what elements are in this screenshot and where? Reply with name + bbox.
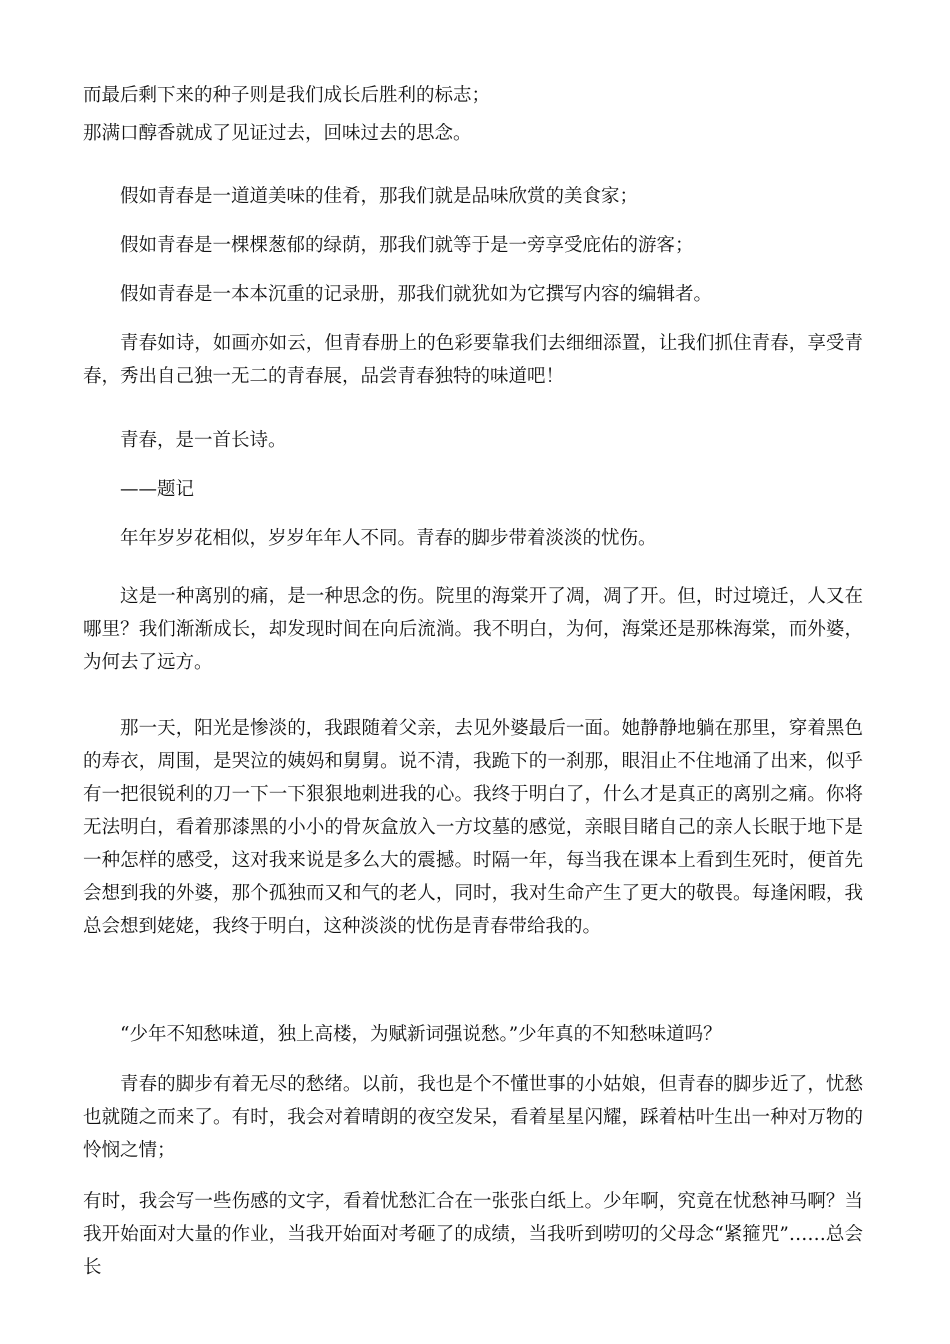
paragraph-years-flowers: 年年岁岁花相似，岁岁年年人不同。青春的脚步带着淡淡的忧伤。 xyxy=(120,528,657,549)
paragraph-youth-record: 假如青春是一本本沉重的记录册，那我们就犹如为它撰写内容的编辑者。 xyxy=(120,284,713,305)
paragraph-grandmother: 那一天，阳光是惨淡的，我跟随着父亲，去见外婆最后一面。她静静地躺在那里，穿着黑色的寿衣，周围，是哭泣的姨妈和舅舅。说不清，我跪下的一刹那，眼泪止不住地涌了出来，似乎有一把很锐利的刀一下一下狠狠地刺进我的心。我终于明白了，什么才是真正的离别之痛。你将无法明白，看着那漆黑的小小的骨灰盒放入一方坟墓的感觉，亲眼目睹自己的亲人长眠于地下是一种怎样的感受，这对我来说是多么大的震撼。时隔一年，每当我在课本上看到生死时，便首先会想到我的外婆，那个孤独而又和气的老人，同时，我对生命产生了更大的敬畏。每逢闲暇，我总会想到姥姥，我终于明白，这种淡淡的忧伤是青春带给我的。 xyxy=(83,718,863,937)
paragraph-parting-pain: 这是一种离别的痛，是一种思念的伤。院里的海棠开了凋，凋了开。但，时过境迁，人又在哪里？我们渐渐成长，却发现时间在向后流淌。我不明白，为何，海棠还是那株海棠，而外婆，为何去了远方。 xyxy=(83,586,863,673)
paragraph-youth-shade: 假如青春是一棵棵葱郁的绿荫，那我们就等于是一旁享受庇佑的游客； xyxy=(120,235,694,256)
paragraph-endless-worries: 青春的脚步有着无尽的愁绪。以前，我也是个不懂世事的小姑娘，但青春的脚步近了，忧愁也就随之而来了。有时，我会对着晴朗的夜空发呆，看着星星闪耀，踩着枯叶生出一种对万物的怜悯之情； xyxy=(83,1074,863,1161)
paragraph-youth-poem: 青春如诗，如画亦如云，但青春册上的色彩要靠我们去细细添置，让我们抓住青春，享受青春，秀出自己独一无二的青春展，品尝青春独特的味道吧！ xyxy=(83,333,863,387)
paragraph-youth-dish: 假如青春是一道道美味的佳肴，那我们就是品味欣赏的美食家； xyxy=(120,186,639,207)
paragraph-seed-victory: 而最后剩下来的种子则是我们成长后胜利的标志； xyxy=(83,85,491,106)
paragraph-aroma-memory: 那满口醇香就成了见证过去，回味过去的思念。 xyxy=(83,123,472,144)
paragraph-youth-long-poem: 青春，是一首长诗。 xyxy=(120,430,287,451)
paragraph-poem-quote: “少年不知愁味道，独上高楼，为赋新词强说愁。”少年真的不知愁味道吗？ xyxy=(120,1024,722,1045)
paragraph-sad-writing: 有时，我会写一些伤感的文字，看着忧愁汇合在一张张白纸上。少年啊，究竟在忧愁神马啊？当我开始面对大量的作业，当我开始面对考砸了的成绩，当我听到唠叨的父母念“紧箍咒”……总会长 xyxy=(83,1191,863,1278)
epigraph-note: ——题记 xyxy=(120,479,195,500)
